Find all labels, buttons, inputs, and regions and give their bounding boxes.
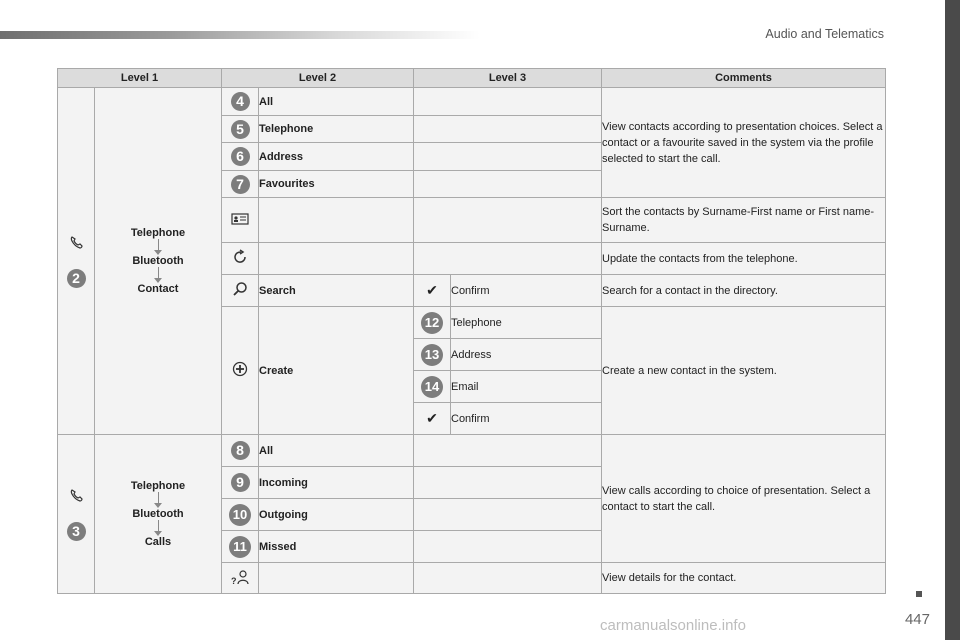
step-badge: 9 [231,473,250,492]
level3-label: Confirm [451,403,602,435]
page-edge-bar [945,0,960,640]
table-row [58,88,886,116]
header-comments: Comments [602,69,886,88]
step-badge: 4 [231,92,250,111]
level3-label: Address [451,339,602,371]
table-header-row [58,69,886,88]
step-badge: 7 [231,175,250,194]
step-badge: 8 [231,441,250,460]
page-number: 447 [904,611,930,628]
comment-search: Search for a contact in the directory. [602,275,886,307]
comment-view-calls: View calls according to choice of presentation. Select a contact to start the call. [602,435,886,563]
level2-label: Create [259,307,414,435]
step-badge: 11 [229,536,251,558]
comment-view-contacts: View contacts according to presentation choices. Select a contact or a favourite saved in the system via the profile selected to start the call. [602,88,886,198]
top-gradient-bar [0,31,480,39]
chain-bluetooth: Bluetooth [132,255,184,267]
level1-icon-cell [58,88,95,435]
comment-details: View details for the contact. [602,563,886,594]
chain-telephone: Telephone [130,480,186,492]
svg-text:?: ? [231,575,237,585]
level2-label: Missed [259,531,414,563]
comment-update: Update the contacts from the telephone. [602,243,886,275]
level3-label: Telephone [451,307,602,339]
header-level3: Level 3 [414,69,602,88]
level2-label: All [259,88,414,116]
step-badge: 2 [67,269,86,288]
phone-icon [68,235,84,251]
level2-label: Favourites [259,171,414,198]
arrow-down-icon [154,267,162,283]
level2-label: Outgoing [259,499,414,531]
table-row [58,435,886,467]
page-marker [916,591,922,597]
watermark: carmanualsonline.info [600,617,746,634]
section-title: Audio and Telematics [765,27,884,41]
level2-label: Search [259,275,414,307]
level1-chain-cell [95,88,222,435]
level2-label: All [259,435,414,467]
step-badge: 14 [421,376,443,398]
level1-icon-cell [58,435,95,594]
chain-telephone: Telephone [130,227,186,239]
checkmark-icon: ✔ [426,410,438,426]
add-circle-icon [232,361,248,377]
menu-table [57,68,886,594]
level3-label: Email [451,371,602,403]
chain-contact: Contact [137,283,179,295]
search-icon [232,281,248,297]
step-badge: 5 [231,120,250,139]
header-level1: Level 1 [58,69,222,88]
refresh-icon [232,249,248,265]
comment-sort: Sort the contacts by Surname-First name or First name-Surname. [602,198,886,243]
step-badge: 3 [67,522,86,541]
level2-label: Incoming [259,467,414,499]
step-badge: 13 [421,344,443,366]
arrow-down-icon [154,520,162,536]
level3-label: Confirm [451,275,602,307]
step-badge: 12 [421,312,443,334]
arrow-down-icon [154,239,162,255]
chain-calls: Calls [144,536,172,548]
level1-chain-cell [95,435,222,594]
comment-create: Create a new contact in the system. [602,307,886,435]
contact-details-icon [230,569,250,585]
step-badge: 6 [231,147,250,166]
contact-card-icon [231,212,249,226]
checkmark-icon: ✔ [426,282,438,298]
header-level2: Level 2 [222,69,414,88]
level2-label: Address [259,143,414,171]
chain-bluetooth: Bluetooth [132,508,184,520]
step-badge: 10 [229,504,251,526]
level2-label: Telephone [259,116,414,143]
arrow-down-icon [154,492,162,508]
phone-icon [68,488,84,504]
